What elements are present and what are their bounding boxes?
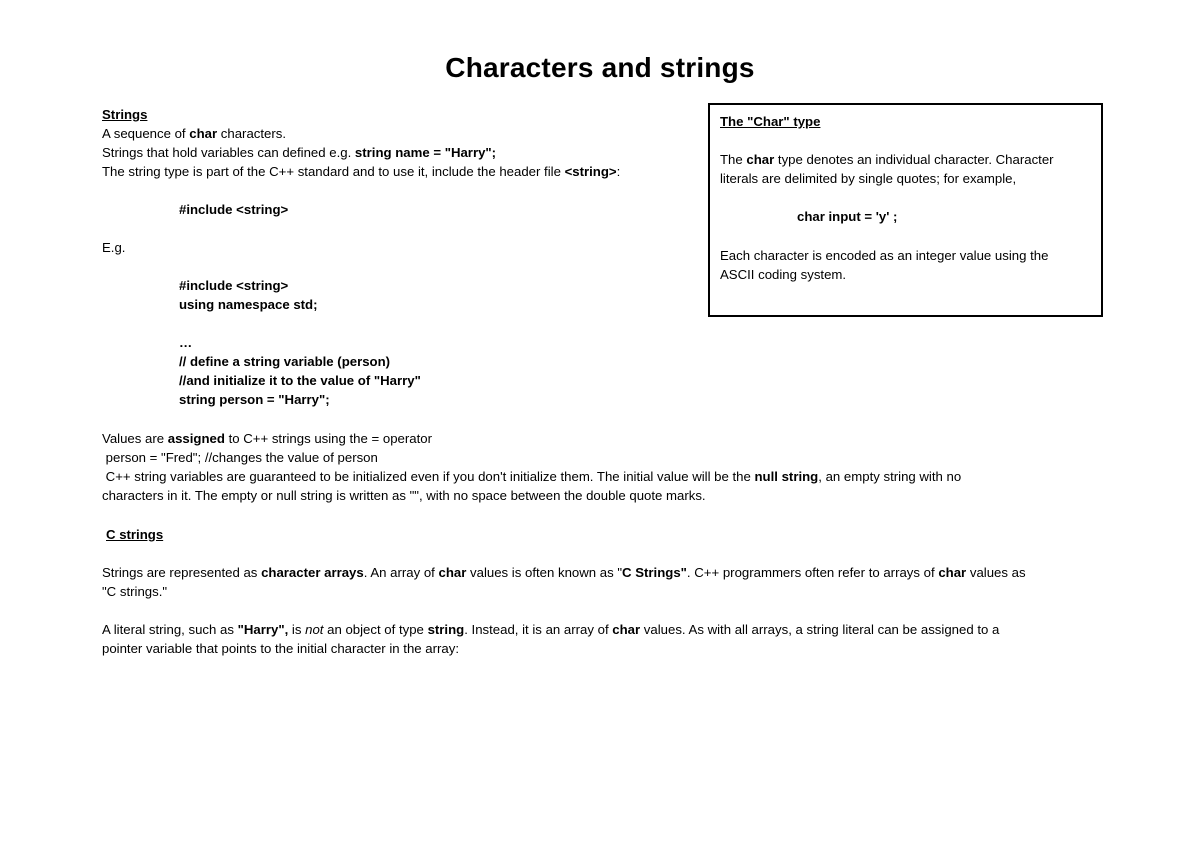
strings-line-3: The string type is part of the C++ standard and to use it, include the header file <string>:	[102, 164, 621, 179]
char-box-line-2: literals are delimited by single quotes; for example,	[720, 171, 1017, 186]
code-include-1: #include <string>	[179, 202, 289, 217]
cstrings-para-2-line-2: pointer variable that points to the initial character in the array:	[102, 641, 459, 656]
code-include-2: #include <string>	[179, 278, 289, 293]
char-box-heading: The "Char" type	[720, 114, 821, 129]
cstrings-heading: C strings	[106, 527, 164, 542]
cstrings-para-1-line-1: Strings are represented as character arrays. An array of char values is often known as "C Strings". C++ programmers often refer to arrays of char values as	[102, 565, 1026, 580]
code-declaration: string person = "Harry";	[179, 392, 330, 407]
code-comment-2: //and initialize it to the value of "Harry"	[179, 373, 421, 388]
strings-line-1: A sequence of char characters.	[102, 126, 287, 141]
char-type-box	[708, 103, 1103, 317]
code-comment-1: // define a string variable (person)	[179, 354, 391, 369]
init-line-1: C++ string variables are guaranteed to be initialized even if you don't initialize them. The initial value will be the null string, an empty string with no	[102, 469, 962, 484]
strings-heading: Strings	[102, 107, 148, 122]
page-title: Characters and strings	[445, 52, 755, 83]
code-using-namespace: using namespace std;	[179, 297, 318, 312]
char-box-line-1: The char type denotes an individual character. Character	[720, 152, 1054, 167]
char-box-line-4: ASCII coding system.	[720, 267, 847, 282]
example-label: E.g.	[102, 240, 126, 255]
cstrings-para-1-line-2: "C strings."	[102, 584, 168, 599]
char-box-code: char input = 'y' ;	[797, 209, 898, 224]
code-ellipsis: …	[179, 335, 193, 350]
fred-line: person = "Fred"; //changes the value of person	[102, 450, 378, 465]
cstrings-para-2-line-1: A literal string, such as "Harry", is not an object of type string. Instead, it is an array of char values. As with all arrays, a string literal can be assigned to a	[102, 622, 1000, 637]
strings-line-2: Strings that hold variables can defined e.g. string name = "Harry";	[102, 145, 497, 160]
char-box-line-3: Each character is encoded as an integer value using the	[720, 248, 1049, 263]
init-line-2: characters in it. The empty or null string is written as "", with no space between the double quote marks.	[102, 488, 706, 503]
assign-line: Values are assigned to C++ strings using the = operator	[102, 431, 432, 446]
